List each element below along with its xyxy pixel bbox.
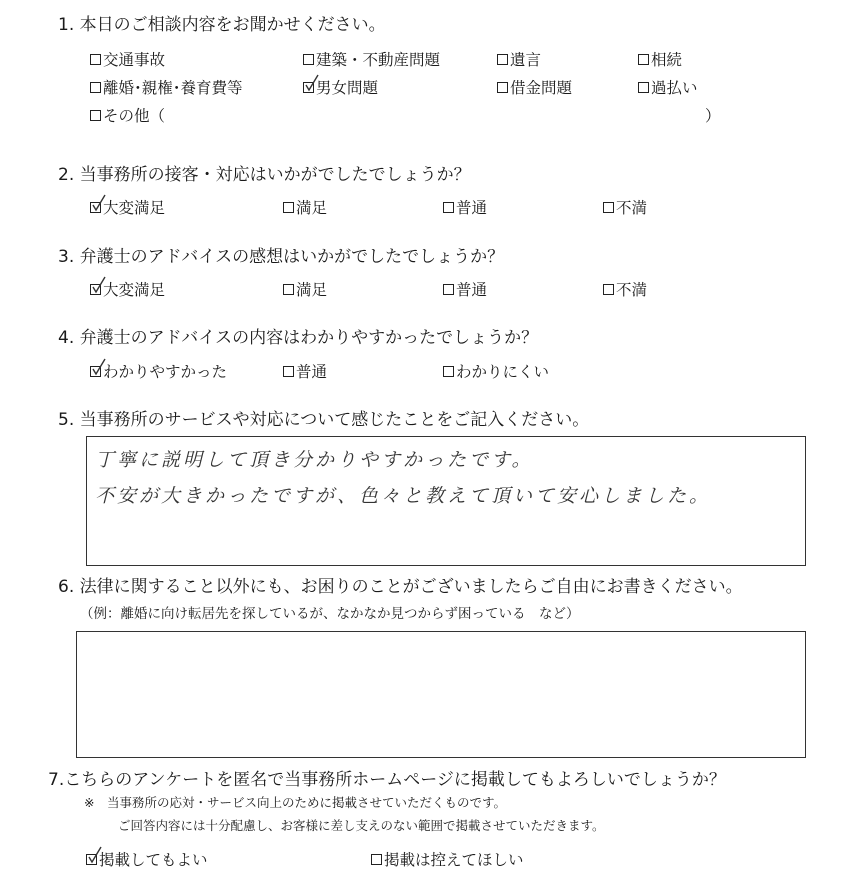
option-label: わかりやすかった [103, 363, 228, 381]
option-label: 交通事故 [103, 51, 166, 69]
option-label: 満足 [296, 199, 328, 217]
checkbox[interactable] [443, 202, 454, 213]
checkbox[interactable] [443, 284, 454, 295]
q4-title: 4. 弁護士のアドバイスの内容はわかりやすかったでしょうか？ [58, 328, 539, 348]
option-label: 不満 [616, 199, 648, 217]
checkbox[interactable] [303, 54, 314, 65]
checkbox[interactable] [638, 82, 649, 93]
checkbox[interactable] [90, 284, 101, 295]
q1-option[interactable] [303, 76, 378, 98]
option-label: 掲載してもよい [99, 851, 208, 869]
q1-close-paren: ） [705, 107, 721, 125]
checkbox[interactable] [603, 202, 614, 213]
q2-option[interactable] [603, 196, 647, 218]
checkbox[interactable] [371, 854, 382, 865]
q1-option[interactable] [90, 104, 165, 126]
q4-option[interactable] [90, 360, 227, 382]
q1-title: 1. 本日のご相談内容をお聞かせください。 [58, 15, 386, 35]
q1-option[interactable] [638, 76, 698, 98]
q5-answer-line2: 不安が大きかったですが、色々と教えて頂いて安心しました。 [95, 485, 712, 507]
check-mark-icon [305, 74, 319, 92]
option-label: その他（ [103, 107, 166, 125]
q3-option[interactable] [443, 278, 487, 300]
check-mark-icon [88, 846, 102, 864]
option-label: 普通 [456, 281, 488, 299]
q1-option[interactable] [497, 76, 572, 98]
checkbox[interactable] [90, 366, 101, 377]
option-label: 普通 [296, 363, 328, 381]
option-label: 不満 [616, 281, 648, 299]
option-label: 離婚･親権･養育費等 [103, 79, 243, 97]
option-label: 借金問題 [510, 79, 573, 97]
q3-title: 3. 弁護士のアドバイスの感想はいかがでしたでしょうか？ [58, 247, 505, 267]
checkbox[interactable] [283, 202, 294, 213]
q6-example: （例：離婚に向け転居先を探しているが、なかなか見つからず困っている など） [80, 606, 580, 622]
q7-option[interactable] [86, 848, 208, 870]
checkbox[interactable] [90, 202, 101, 213]
q2-option[interactable] [90, 196, 165, 218]
checkbox[interactable] [497, 54, 508, 65]
q2-option[interactable] [283, 196, 327, 218]
option-label: 相続 [651, 51, 683, 69]
option-label: 大変満足 [103, 281, 166, 299]
checkbox[interactable] [283, 284, 294, 295]
q7-note1: ※ 当事務所の応対・サービス向上のために掲載させていただくものです。 [84, 795, 506, 810]
q7-option[interactable] [371, 848, 524, 870]
option-label: わかりにくい [456, 363, 550, 381]
checkbox[interactable] [603, 284, 614, 295]
option-label: 満足 [296, 281, 328, 299]
q3-option[interactable] [283, 278, 327, 300]
q1-option[interactable] [303, 48, 440, 70]
q5-answer-line1: 丁寧に説明して頂き分かりやすかったです。 [95, 449, 534, 471]
option-label: 建築・不動産問題 [316, 51, 441, 69]
q6-title: 6. 法律に関すること以外にも、お困りのことがございましたらご自由にお書きください。 [58, 577, 743, 597]
q4-option[interactable] [283, 360, 327, 382]
option-label: 過払い [651, 79, 698, 97]
q1-option[interactable] [497, 48, 541, 70]
option-label: 大変満足 [103, 199, 166, 217]
option-label: 掲載は控えてほしい [384, 851, 524, 869]
q5-title: 5. 当事務所のサービスや対応について感じたことをご記入ください。 [58, 410, 590, 430]
checkbox[interactable] [497, 82, 508, 93]
q3-option[interactable] [603, 278, 647, 300]
q4-option[interactable] [443, 360, 549, 382]
checkbox[interactable] [443, 366, 454, 377]
checkbox[interactable] [90, 54, 101, 65]
checkbox[interactable] [303, 82, 314, 93]
checkbox[interactable] [90, 110, 101, 121]
checkbox[interactable] [90, 82, 101, 93]
option-label: 男女問題 [316, 79, 379, 97]
option-label: 普通 [456, 199, 488, 217]
check-mark-icon [92, 358, 106, 376]
q1-option[interactable] [638, 48, 682, 70]
check-mark-icon [92, 194, 106, 212]
q1-option[interactable] [90, 76, 243, 98]
q1-option[interactable] [90, 48, 165, 70]
check-mark-icon [92, 276, 106, 294]
q7-title: 7.こちらのアンケートを匿名で当事務所ホームページに掲載してもよろしいでしょうか？ [48, 770, 726, 790]
q2-title: 2. 当事務所の接客・対応はいかがでしたでしょうか？ [58, 165, 471, 185]
q6-answer-box[interactable] [76, 631, 806, 758]
q2-option[interactable] [443, 196, 487, 218]
q5-answer-box[interactable] [86, 436, 806, 566]
checkbox[interactable] [283, 366, 294, 377]
q3-option[interactable] [90, 278, 165, 300]
q7-note2: ご回答内容には十分配慮し、お客様に差し支えのない範囲で掲載させていただきます。 [118, 818, 605, 833]
checkbox[interactable] [86, 854, 97, 865]
checkbox[interactable] [638, 54, 649, 65]
option-label: 遺言 [510, 51, 542, 69]
